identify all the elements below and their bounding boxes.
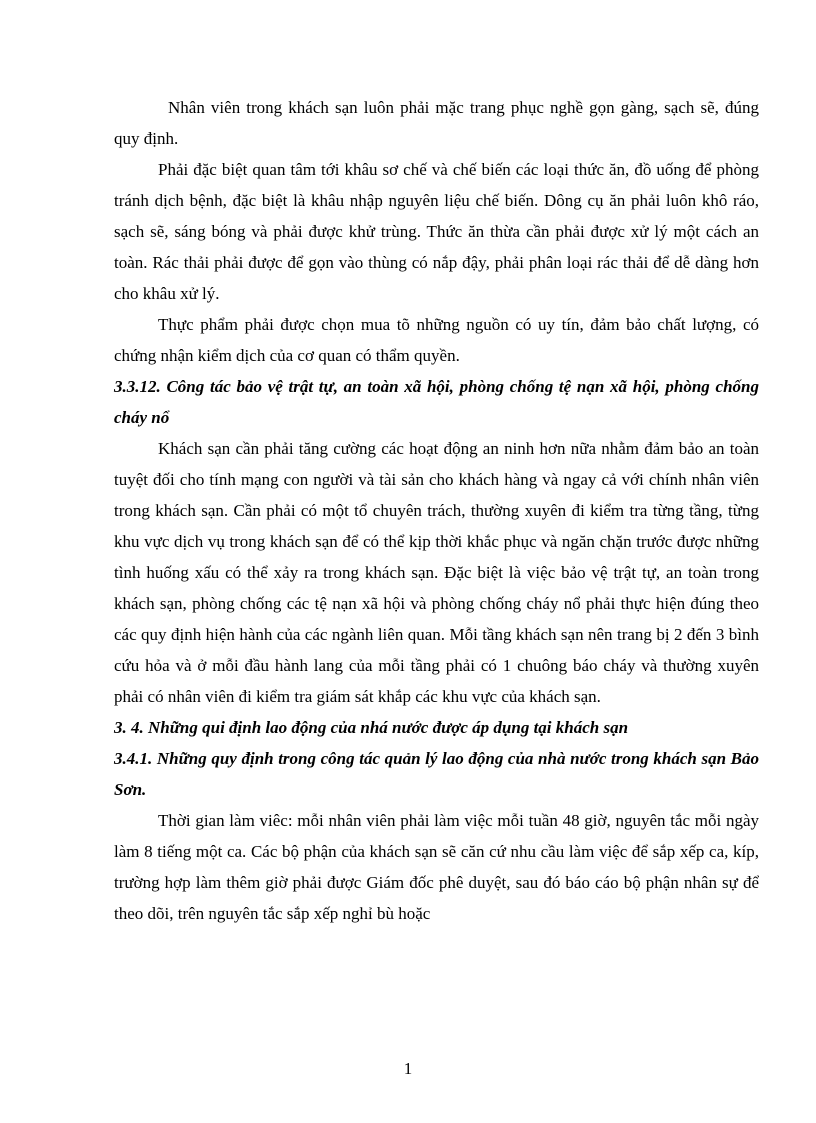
paragraph-security: Khách sạn cần phải tăng cường các hoạt động an ninh hơn nữa nhằm đảm bảo an toàn tuyệt đối cho tính mạng con người và tài sản cho khách hàng và ngay cả với chính nhân viên trong khách sạn. Cần phải có một tổ chuyên trách, thường xuyên đi kiểm tra từng tầng, từng khu vực dịch vụ trong khách sạn để có thể kịp thời khắc phục và ngăn chặn trước được những tình huống xấu có thể xảy ra trong khách sạn. Đặc biệt là việc bảo vệ trật tự, an toàn trong khách sạn, phòng chống các tệ nạn xã hội và phòng chống cháy nổ phải thực hiện đúng theo các quy định hiện hành của các ngành liên quan. Mỗi tầng khách sạn nên trang bị 2 đến 3 bình cứu hỏa và ở mỗi đầu hành lang của mỗi tầng phải có 1 chuông báo cháy và thường xuyên phải có nhân viên đi kiểm tra giám sát khắp các khu vực của khách sạn.	[114, 439, 759, 706]
paragraph-food-hygiene: Phải đặc biệt quan tâm tới khâu sơ chế và chế biến các loại thức ăn, đồ uống để phòng tránh dịch bệnh, đặc biệt là khâu nhập nguyên liệu chế biến. Dông cụ ăn phải luôn khô ráo, sạch sẽ, sáng bóng và phải được khử trùng. Thức ăn thừa cần phải được xử lý một cách an toàn. Rác thải phải được để gọn vào thùng có nắp đậy, phải phân loại rác thải để dễ dàng hơn cho khâu xử lý.	[114, 160, 759, 303]
section-heading-3-4-1: 3.4.1. Những quy định trong công tác quản lý lao động của nhà nước trong khách sạn Bảo Sơn.	[114, 749, 759, 799]
paragraph-working-time: Thời gian làm viêc: mỗi nhân viên phải làm việc mỗi tuần 48 giờ, nguyên tắc mỗi ngày làm 8 tiếng một ca. Các bộ phận của khách sạn sẽ căn cứ nhu cầu làm việc để sắp xếp ca, kíp, trường hợp làm thêm giờ phải được Giám đốc phê duyệt, sau đó báo cáo bộ phận nhân sự để theo dõi, trên nguyên tắc sắp xếp nghỉ bù hoặc	[114, 811, 759, 923]
paragraph-food-sourcing: Thực phẩm phải được chọn mua tõ những nguồn có uy tín, đảm bảo chất lượng, có chứng nhận kiểm dịch của cơ quan có thẩm quyền.	[114, 315, 759, 365]
paragraph-uniform: Nhân viên trong khách sạn luôn phải mặc trang phục nghề gọn gàng, sạch sẽ, đúng quy định.	[114, 98, 759, 148]
section-heading-3-3-12: 3.3.12. Công tác bảo vệ trật tự, an toàn xã hội, phòng chống tệ nạn xã hội, phòng chống cháy nổ	[114, 377, 759, 427]
page-content	[114, 92, 759, 929]
page-number: 1	[403, 1059, 413, 1078]
section-heading-3-4: 3. 4. Những qui định lao động của nhá nước được áp dụng tại khách sạn	[114, 718, 629, 737]
